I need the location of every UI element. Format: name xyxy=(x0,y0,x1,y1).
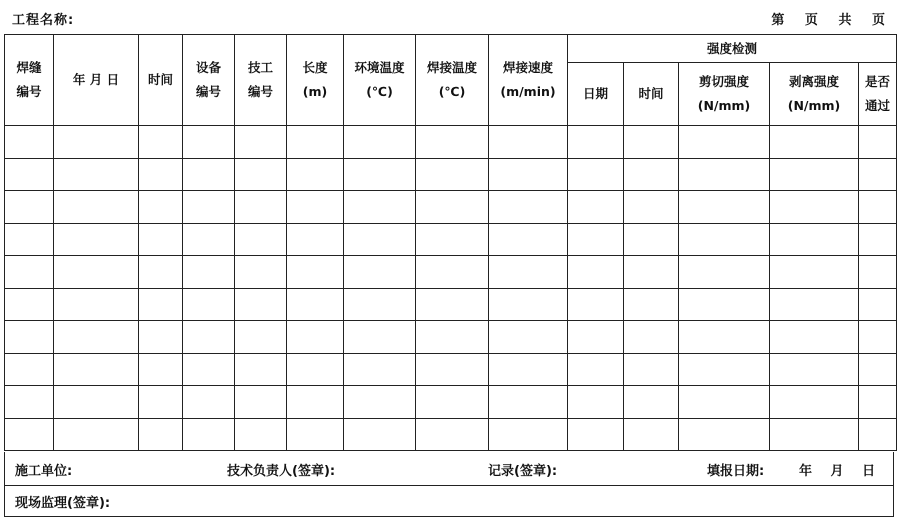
table-cell[interactable] xyxy=(344,126,416,159)
table-cell[interactable] xyxy=(624,256,679,289)
table-cell[interactable] xyxy=(859,321,897,354)
table-cell[interactable] xyxy=(344,256,416,289)
column-header xyxy=(139,35,183,126)
table-cell[interactable] xyxy=(568,191,624,224)
table-cell[interactable] xyxy=(139,353,183,386)
tech-lead-label: 技术负责人(签章): xyxy=(227,464,336,479)
table-cell[interactable] xyxy=(489,353,568,386)
table-cell[interactable] xyxy=(416,126,489,159)
table-cell[interactable] xyxy=(416,418,489,451)
column-header xyxy=(5,35,54,126)
table-cell[interactable] xyxy=(5,386,54,419)
form-title-row xyxy=(0,0,900,34)
table-cell[interactable] xyxy=(489,418,568,451)
table-cell[interactable] xyxy=(54,158,139,191)
page-info-part: 页 xyxy=(871,13,886,28)
table-cell[interactable] xyxy=(679,321,770,354)
table-cell[interactable] xyxy=(183,353,235,386)
sub-column-header xyxy=(859,63,897,126)
table-cell[interactable] xyxy=(235,158,287,191)
table-cell[interactable] xyxy=(489,126,568,159)
table-cell[interactable] xyxy=(54,353,139,386)
table-cell[interactable] xyxy=(859,353,897,386)
table-cell[interactable] xyxy=(416,288,489,321)
table-cell[interactable] xyxy=(344,223,416,256)
table-cell[interactable] xyxy=(770,256,859,289)
table-cell[interactable] xyxy=(287,191,344,224)
table-row xyxy=(5,321,897,354)
table-cell[interactable] xyxy=(344,288,416,321)
table-cell[interactable] xyxy=(416,158,489,191)
table-cell[interactable] xyxy=(624,321,679,354)
supervisor-label: 现场监理(签章): xyxy=(15,496,111,511)
table-cell[interactable] xyxy=(679,386,770,419)
table-cell[interactable] xyxy=(859,386,897,419)
table-cell[interactable] xyxy=(344,353,416,386)
table-cell[interactable] xyxy=(54,321,139,354)
table-cell[interactable] xyxy=(5,418,54,451)
sub-column-header-text: 通过 xyxy=(864,98,890,113)
table-cell[interactable] xyxy=(624,191,679,224)
table-cell[interactable] xyxy=(287,256,344,289)
table-cell[interactable] xyxy=(235,191,287,224)
table-cell[interactable] xyxy=(287,386,344,419)
table-cell[interactable] xyxy=(568,158,624,191)
table-cell[interactable] xyxy=(287,418,344,451)
table-cell[interactable] xyxy=(5,321,54,354)
table-cell[interactable] xyxy=(54,288,139,321)
table-cell[interactable] xyxy=(568,353,624,386)
table-cell[interactable] xyxy=(770,158,859,191)
table-row xyxy=(5,256,897,289)
column-header xyxy=(235,35,287,126)
table-cell[interactable] xyxy=(344,158,416,191)
table-cell[interactable] xyxy=(5,126,54,159)
footer-signatures xyxy=(4,452,894,486)
table-cell[interactable] xyxy=(54,126,139,159)
table-cell[interactable] xyxy=(183,191,235,224)
construction-unit-label: 施工单位: xyxy=(15,464,73,479)
table-cell[interactable] xyxy=(287,158,344,191)
table-cell[interactable] xyxy=(770,386,859,419)
table-cell[interactable] xyxy=(235,321,287,354)
table-row xyxy=(5,191,897,224)
table-cell[interactable] xyxy=(624,223,679,256)
table-cell[interactable] xyxy=(416,223,489,256)
table-cell[interactable] xyxy=(183,256,235,289)
table-cell[interactable] xyxy=(770,418,859,451)
column-header-text: 技工 xyxy=(247,60,273,76)
table-cell[interactable] xyxy=(54,223,139,256)
table-cell[interactable] xyxy=(287,353,344,386)
column-header-text: 编号 xyxy=(16,84,42,99)
table-cell[interactable] xyxy=(344,418,416,451)
table-cell[interactable] xyxy=(624,353,679,386)
table-cell[interactable] xyxy=(235,386,287,419)
table-cell[interactable] xyxy=(859,418,897,451)
table-cell[interactable] xyxy=(344,321,416,354)
table-cell[interactable] xyxy=(568,256,624,289)
table-cell[interactable] xyxy=(139,288,183,321)
date-part: 日 xyxy=(862,464,876,479)
table-cell[interactable] xyxy=(54,191,139,224)
page-info-part: 第 xyxy=(771,13,786,28)
page-info-part: 页 xyxy=(804,13,819,28)
sub-column-header-text: 是否 xyxy=(864,74,890,90)
table-cell[interactable] xyxy=(54,386,139,419)
table-cell[interactable] xyxy=(859,256,897,289)
table-cell[interactable] xyxy=(859,288,897,321)
table-cell[interactable] xyxy=(770,353,859,386)
table-cell[interactable] xyxy=(770,321,859,354)
column-header-text: 编号 xyxy=(247,84,273,99)
table-cell[interactable] xyxy=(139,158,183,191)
column-header-text: 编号 xyxy=(195,84,221,99)
table-row xyxy=(5,386,897,419)
table-cell[interactable] xyxy=(679,353,770,386)
table-cell[interactable] xyxy=(344,191,416,224)
table-cell[interactable] xyxy=(679,256,770,289)
table-cell[interactable] xyxy=(489,288,568,321)
column-header-text: 设备 xyxy=(195,60,221,76)
column-header-text: 焊接温度 xyxy=(426,60,477,76)
sub-column-header-text: (N/mm) xyxy=(697,98,751,113)
table-cell[interactable] xyxy=(235,353,287,386)
table-cell[interactable] xyxy=(489,223,568,256)
table-cell[interactable] xyxy=(679,191,770,224)
recorder-label: 记录(签章): xyxy=(488,464,558,479)
column-header xyxy=(344,35,416,126)
table-cell[interactable] xyxy=(235,256,287,289)
column-header-text: 焊接速度 xyxy=(502,60,553,76)
table-cell[interactable] xyxy=(5,223,54,256)
table-cell[interactable] xyxy=(770,223,859,256)
table-cell[interactable] xyxy=(139,191,183,224)
table-cell[interactable] xyxy=(568,126,624,159)
table-cell[interactable] xyxy=(679,223,770,256)
table-cell[interactable] xyxy=(624,418,679,451)
table-cell[interactable] xyxy=(139,126,183,159)
table-cell[interactable] xyxy=(624,288,679,321)
table-cell[interactable] xyxy=(416,256,489,289)
table-cell[interactable] xyxy=(235,223,287,256)
sub-column-header-text: (N/mm) xyxy=(787,98,841,113)
table-cell[interactable] xyxy=(139,418,183,451)
sub-column-header-text: 剪切强度 xyxy=(698,74,749,90)
table-cell[interactable] xyxy=(770,288,859,321)
table-cell[interactable] xyxy=(489,256,568,289)
table-cell[interactable] xyxy=(183,386,235,419)
table-cell[interactable] xyxy=(235,418,287,451)
column-header xyxy=(54,35,139,126)
table-cell[interactable] xyxy=(183,223,235,256)
sub-column-header xyxy=(770,63,859,126)
table-cell[interactable] xyxy=(416,386,489,419)
table-cell[interactable] xyxy=(679,158,770,191)
sub-column-header-text: 时间 xyxy=(638,86,664,102)
table-cell[interactable] xyxy=(568,321,624,354)
footer-supervisor xyxy=(4,485,894,517)
table-cell[interactable] xyxy=(489,321,568,354)
table-cell[interactable] xyxy=(859,158,897,191)
table-cell[interactable] xyxy=(770,126,859,159)
table-header xyxy=(5,35,897,126)
table-cell[interactable] xyxy=(54,418,139,451)
column-header xyxy=(287,35,344,126)
fill-date-parts xyxy=(785,460,875,479)
table-cell[interactable] xyxy=(859,126,897,159)
table-row xyxy=(5,288,897,321)
column-header-text: (m/min) xyxy=(500,84,556,99)
table-row xyxy=(5,126,897,159)
table-cell[interactable] xyxy=(5,158,54,191)
column-header xyxy=(183,35,235,126)
group-header-strength-test: 强度检测 xyxy=(568,35,897,63)
table-cell[interactable] xyxy=(416,321,489,354)
table-body xyxy=(5,126,897,451)
column-header xyxy=(489,35,568,126)
table-cell[interactable] xyxy=(344,386,416,419)
table-cell[interactable] xyxy=(183,126,235,159)
table-cell[interactable] xyxy=(568,386,624,419)
table-cell[interactable] xyxy=(770,191,859,224)
table-cell[interactable] xyxy=(489,158,568,191)
table-cell[interactable] xyxy=(568,288,624,321)
fill-date-label: 填报日期: xyxy=(707,464,765,479)
table-cell[interactable] xyxy=(416,191,489,224)
table-cell[interactable] xyxy=(139,256,183,289)
table-cell[interactable] xyxy=(5,191,54,224)
table-row xyxy=(5,418,897,451)
table-cell[interactable] xyxy=(235,126,287,159)
table-cell[interactable] xyxy=(624,126,679,159)
sub-column-header xyxy=(624,63,679,126)
sub-column-header xyxy=(679,63,770,126)
column-header-text: 环境温度 xyxy=(354,60,405,76)
date-part: 年 xyxy=(799,464,813,479)
table-row xyxy=(5,353,897,386)
column-header-text: (℃) xyxy=(438,84,466,99)
table-cell[interactable] xyxy=(287,321,344,354)
page-info xyxy=(757,9,886,28)
table-cell[interactable] xyxy=(287,223,344,256)
table-cell[interactable] xyxy=(5,353,54,386)
table-cell[interactable] xyxy=(139,223,183,256)
table-cell[interactable] xyxy=(624,386,679,419)
table-cell[interactable] xyxy=(679,418,770,451)
table-cell[interactable] xyxy=(679,126,770,159)
table-cell[interactable] xyxy=(489,191,568,224)
column-header-text: (m) xyxy=(302,84,328,99)
table-cell[interactable] xyxy=(624,158,679,191)
weld-record-table xyxy=(4,34,897,451)
table-cell[interactable] xyxy=(54,256,139,289)
table-cell[interactable] xyxy=(235,288,287,321)
table-row xyxy=(5,223,897,256)
column-header-text: 焊缝 xyxy=(16,60,42,76)
column-header xyxy=(416,35,489,126)
table-cell[interactable] xyxy=(568,223,624,256)
table-cell[interactable] xyxy=(139,386,183,419)
table-row xyxy=(5,158,897,191)
date-part: 月 xyxy=(830,464,844,479)
sub-column-header-text: 剥离强度 xyxy=(788,74,839,90)
table-cell[interactable] xyxy=(287,126,344,159)
table-cell[interactable] xyxy=(679,288,770,321)
column-header-text: 时间 xyxy=(147,72,173,88)
sub-column-header-text: 日期 xyxy=(582,86,608,102)
table-cell[interactable] xyxy=(139,321,183,354)
table-cell[interactable] xyxy=(859,191,897,224)
sub-column-header xyxy=(568,63,624,126)
project-name-label: 工程名称: xyxy=(12,13,75,28)
table-cell[interactable] xyxy=(489,386,568,419)
table-cell[interactable] xyxy=(859,223,897,256)
table-cell[interactable] xyxy=(287,288,344,321)
table-cell[interactable] xyxy=(183,418,235,451)
table-cell[interactable] xyxy=(183,288,235,321)
table-cell[interactable] xyxy=(416,353,489,386)
table-cell[interactable] xyxy=(5,256,54,289)
table-cell[interactable] xyxy=(5,288,54,321)
column-header-text: (℃) xyxy=(366,84,393,99)
column-header-text: 年 月 日 xyxy=(72,72,120,88)
column-header-text: 长度 xyxy=(302,60,328,76)
table-cell[interactable] xyxy=(183,321,235,354)
table-cell[interactable] xyxy=(568,418,624,451)
page-info-part: 共 xyxy=(838,13,853,28)
table-cell[interactable] xyxy=(183,158,235,191)
